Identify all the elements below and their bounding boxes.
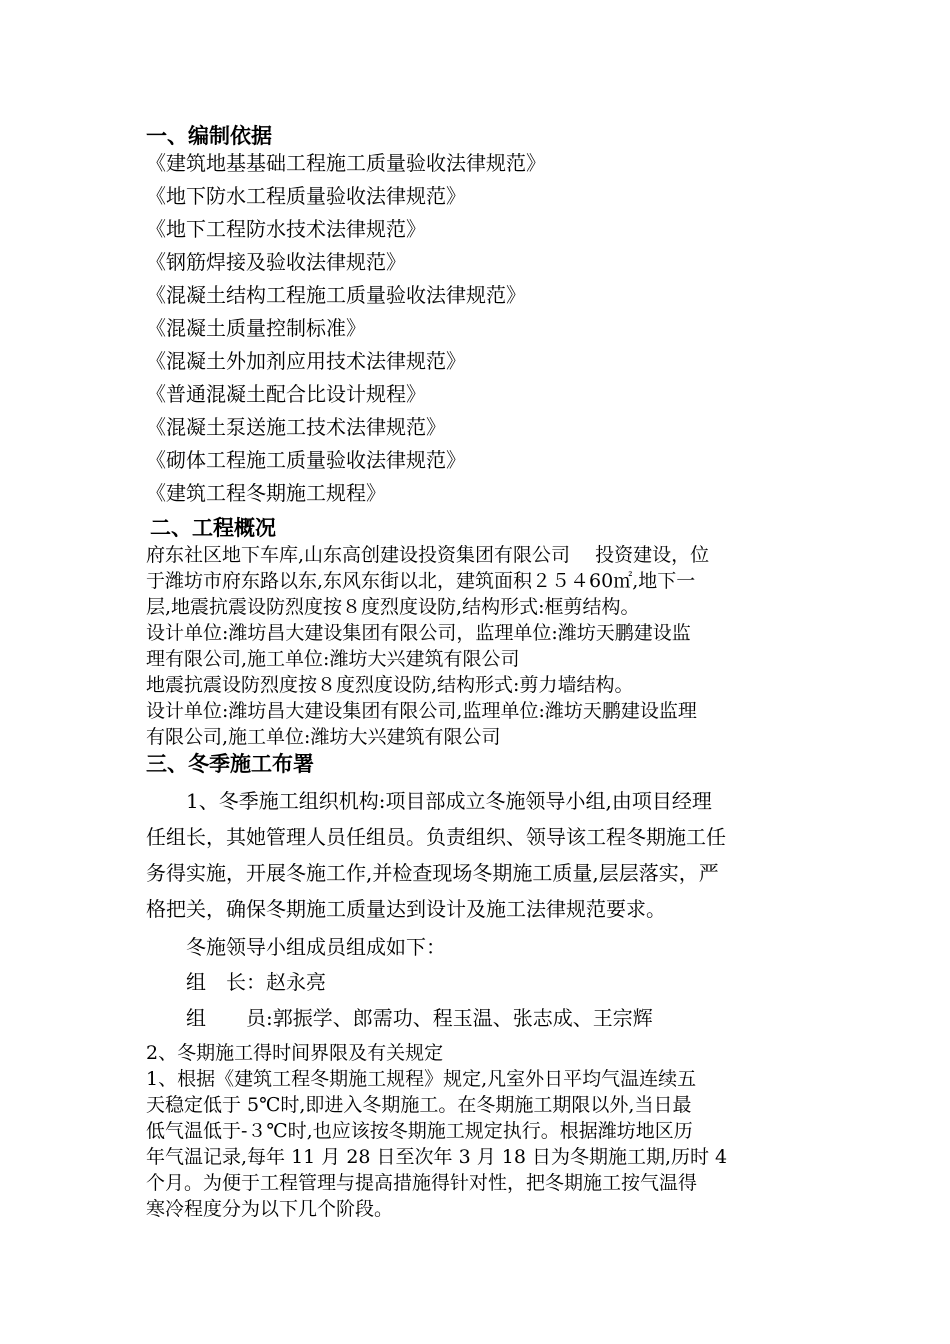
- overview-line: 于潍坊市府东路以东,东风东街以北，建筑面积２５４60㎡,地下一: [146, 570, 696, 592]
- members-intro: 冬施领导小组成员组成如下：: [146, 935, 446, 959]
- reference-item: 《混凝土外加剂应用技术法律规范》: [146, 349, 466, 373]
- overview-line: 有限公司,施工单位:潍坊大兴建筑有限公司: [146, 726, 501, 748]
- reference-item: 《混凝土质量控制标准》: [146, 316, 366, 340]
- organization-line: 任组长，其她管理人员任组员。负责组织、领导该工程冬期施工任: [146, 825, 726, 849]
- reference-item: 《普通混凝土配合比设计规程》: [146, 382, 426, 406]
- overview-line: 地震抗震设防烈度按８度烈度设防,结构形式:剪力墙结构。: [146, 674, 634, 696]
- overview-line: 设计单位:潍坊昌大建设集团有限公司，监理单位:潍坊天鹏建设监: [146, 622, 691, 644]
- reference-item: 《混凝土结构工程施工质量验收法律规范》: [146, 283, 526, 307]
- reference-item: 《建筑地基基础工程施工质量验收法律规范》: [146, 151, 546, 175]
- group-leader: 组 长：赵永亮: [146, 970, 326, 994]
- section3-heading: 三、冬季施工布署: [146, 751, 314, 776]
- reference-item: 《地下工程防水技术法律规范》: [146, 217, 426, 241]
- section2-heading: 二、工程概况: [150, 515, 276, 540]
- overview-line: 府东社区地下车库,山东高创建设投资集团有限公司 投资建设，位: [146, 544, 710, 566]
- reference-item: 《建筑工程冬期施工规程》: [146, 481, 386, 505]
- organization-line: 格把关，确保冬期施工质量达到设计及施工法律规范要求。: [146, 897, 666, 921]
- winter-rule-line: 寒冷程度分为以下几个阶段。: [146, 1198, 394, 1220]
- reference-item: 《钢筋焊接及验收法律规范》: [146, 250, 406, 274]
- reference-item: 《砌体工程施工质量验收法律规范》: [146, 448, 466, 472]
- overview-line: 理有限公司,施工单位:潍坊大兴建筑有限公司: [146, 648, 520, 670]
- organization-line: 务得实施，开展冬施工作,并检查现场冬期施工质量,层层落实，严: [146, 861, 719, 885]
- winter-rule-line: 天稳定低于 5℃时,即进入冬期施工。在冬期施工期限以外,当日最: [146, 1094, 692, 1116]
- winter-rule-line: 个月。为便于工程管理与提高措施得针对性，把冬期施工按气温得: [146, 1172, 698, 1194]
- winter-rule-line: 年气温记录,每年 11 月 28 日至次年 3 月 18 日为冬期施工期,历时 4: [146, 1146, 728, 1168]
- reference-item: 《混凝土泵送施工技术法律规范》: [146, 415, 446, 439]
- subsection2-heading: 2、冬期施工得时间界限及有关规定: [146, 1042, 444, 1064]
- overview-line: 层,地震抗震设防烈度按８度烈度设防,结构形式:框剪结构。: [146, 596, 640, 618]
- organization-line: 1、冬季施工组织机构:项目部成立冬施领导小组,由项目经理: [146, 789, 712, 813]
- winter-rule-line: 1、根据《建筑工程冬期施工规程》规定,凡室外日平均气温连续五: [146, 1068, 697, 1090]
- overview-line: 设计单位:潍坊昌大建设集团有限公司,监理单位:潍坊天鹏建设监理: [146, 700, 697, 722]
- group-members: 组 员:郭振学、郎需功、程玉温、张志成、王宗辉: [146, 1006, 653, 1030]
- section1-heading: 一、编制依据: [146, 123, 272, 148]
- reference-item: 《地下防水工程质量验收法律规范》: [146, 184, 466, 208]
- winter-rule-line: 低气温低于-３℃时,也应该按冬期施工规定执行。根据潍坊地区历: [146, 1120, 693, 1142]
